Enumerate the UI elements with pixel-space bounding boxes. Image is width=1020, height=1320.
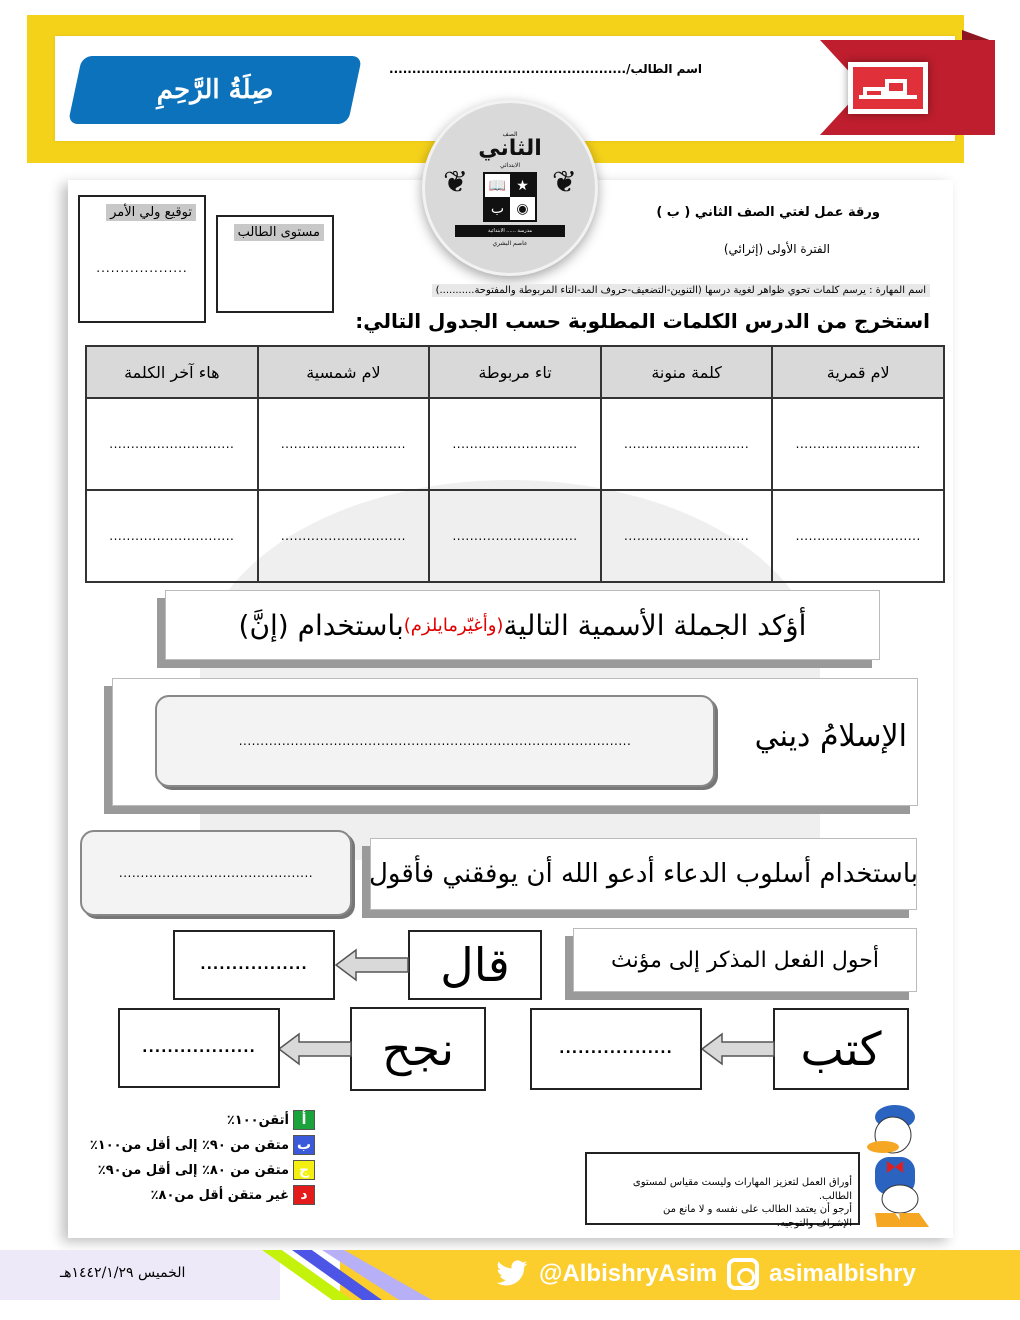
legend-text: متقن من ٨٠٪ إلى أقل من٩٠٪ [97,1162,289,1178]
instagram-handle[interactable]: asimalbishry [769,1260,916,1287]
worksheet-title: ورقة عمل لغتي الصف الثاني ( ب ) [656,205,880,220]
exercise2-answer-field[interactable]: ........................................................................................... [155,695,715,787]
verb-word: نجح [381,1022,455,1076]
badge-letter: ب [485,197,510,220]
parent-signature-box[interactable] [78,195,206,323]
student-name-input[interactable]: .................................................... [389,62,627,76]
words-table [85,345,945,583]
legend-item [90,1110,315,1130]
answer-input[interactable]: ................. [200,957,308,973]
verb-word: كتب [800,1022,882,1076]
badge-shield [483,172,537,222]
legend-key-a: أ [293,1110,315,1130]
answer-box[interactable] [173,930,335,1000]
badge-title: الثاني [478,136,542,161]
column-header: لام شمسية [258,346,430,398]
instruction-text: باستخدام (إنَّ) [238,608,404,642]
twitter-handle[interactable]: @AlbishryAsim [539,1260,718,1287]
book-icon: 📖 [485,174,510,197]
twitter-icon [495,1260,529,1288]
badge-banner: مدرسة ...... الابتدائية [455,225,565,237]
answer-cell[interactable]: ............................. [429,398,601,490]
legend-item [90,1160,315,1180]
answer-box[interactable] [530,1008,702,1090]
answer-cell[interactable]: ............................. [601,490,773,582]
teacher-note [585,1152,860,1229]
note-line: أوراق العمل لتعزيز المهارات وليست مقياس لمستوى الطالب. [632,1177,852,1202]
badge-subtitle: الابتدائي [499,162,521,169]
legend-text: متقن من ٩٠٪ إلى أقل من١٠٠٪ [89,1137,289,1153]
legend-text: غير متقن أقل من٨٠٪ [150,1187,289,1203]
table-row [86,490,944,582]
answer-cell[interactable]: ............................. [601,398,773,490]
column-header: تاء مربوطة [429,346,601,398]
skill-name: اسم المهارة : يرسم كلمات تحوي ظواهر لغوية درسها (التنوين-التضعيف-حروف المد-التاء المربوطة والمفتوحة...........) [432,284,930,297]
social-links [495,1258,916,1290]
verb-box [350,1007,486,1091]
brand-logo-icon [848,62,928,114]
column-header: لام قمرية [772,346,944,398]
answer-cell[interactable]: ............................. [86,398,258,490]
emblem-icon: ◉ [510,197,535,220]
badge-top-label: الصف [502,131,518,138]
footer-date: الخميس ١٤٤٢/١/٢٩هـ [60,1265,186,1281]
student-name-label: اسم الطالب/ [626,62,702,76]
verb-word: قال [440,938,510,992]
legend-item [90,1135,315,1155]
note-line: أرجو أن يعتمد الطالب على نفسه و لا مانع من الإشراف والتوجيه. [662,1204,852,1229]
answer-cell[interactable]: ............................. [772,398,944,490]
exercise2-sentence: الإسلامُ ديني [754,719,907,754]
answer-cell[interactable]: ............................. [429,490,601,582]
instruction-text: أؤكد الجملة الأسمية التالية [503,608,807,642]
answer-input[interactable]: .................. [559,1041,673,1057]
exercise3-instruction: باستخدام أسلوب الدعاء أدعو الله أن يوفقني فأقول [370,838,917,910]
student-level-box[interactable] [216,215,334,313]
column-header: كلمة منونة [601,346,773,398]
answer-box[interactable] [118,1008,280,1088]
instagram-icon [727,1258,759,1290]
exercise3-answer-field[interactable]: ............................................. [80,830,352,916]
badge-footer: عاصم البشري [492,240,528,247]
legend-key-d: د [293,1185,315,1205]
arrow-left-icon [700,1032,776,1066]
grading-legend [90,1110,315,1205]
arrow-left-icon [334,948,410,982]
student-name-field[interactable] [389,62,702,76]
laurel-left-icon: ❦ [443,165,469,200]
answer-cell[interactable]: ............................. [258,490,430,582]
exercise4-instruction: أحول الفعل المذكر إلى مؤنث [573,928,917,992]
instruction-red-note: (وأغيّرمايلزم) [403,614,504,636]
star-icon: ★ [510,174,535,197]
table-row [86,398,944,490]
legend-key-b: ب [293,1135,315,1155]
footer-bar [0,1250,1020,1300]
legend-item [90,1185,315,1205]
laurel-right-icon: ❦ [551,165,577,200]
arrow-left-icon [277,1032,353,1066]
answer-input[interactable]: .................. [142,1040,256,1056]
student-level-label: مستوى الطالب [234,224,324,241]
exercise1-instruction: استخرج من الدرس الكلمات المطلوبة حسب الجدول التالي: [355,309,930,333]
lesson-title: صِلَةُ الرَّحِمِ [156,75,274,105]
legend-key-c: ج [293,1160,315,1180]
answer-cell[interactable]: ............................. [772,490,944,582]
parent-signature-input[interactable]: ................... [96,261,188,275]
class-badge [422,100,598,276]
column-header: هاء آخر الكلمة [86,346,258,398]
answer-cell[interactable]: ............................. [86,490,258,582]
answer-cell[interactable]: ............................. [258,398,430,490]
exercise2-instruction [165,590,880,660]
worksheet-period: الفترة الأولى (إثرائي) [723,242,830,256]
cartoon-duck-icon [845,1095,935,1230]
legend-text: أتقن١٠٠٪ [226,1112,289,1128]
parent-signature-label: توقيع ولي الأمر [106,204,196,221]
verb-box [408,930,542,1000]
verb-box [773,1008,909,1090]
